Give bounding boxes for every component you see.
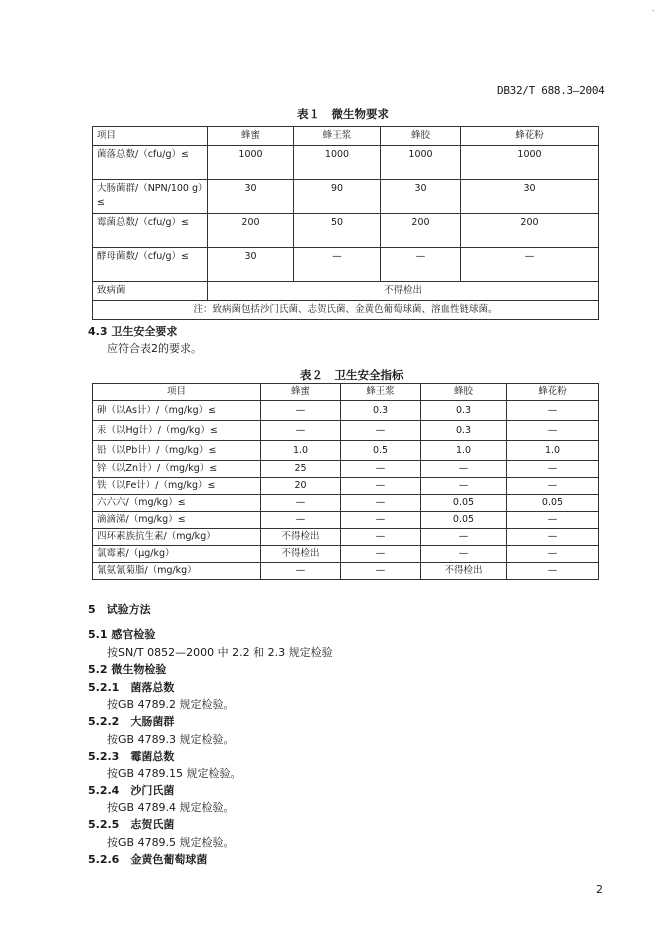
section-heading: 5.2 微生物检验 xyxy=(88,663,167,676)
row-label: 酵母菌数/（cfu/g）≤ xyxy=(93,248,208,282)
table-row xyxy=(93,421,599,441)
cell: — xyxy=(261,421,341,441)
cell: 不得检出 xyxy=(261,529,341,546)
section-body: 按SN/T 0852—2000 中 2.2 和 2.3 规定检验 xyxy=(107,646,333,659)
section-heading: 5.2.1 菌落总数 xyxy=(88,681,175,694)
cell: 不得检出 xyxy=(261,546,341,563)
section-heading: 5.2.2 大肠菌群 xyxy=(88,715,175,728)
cell: — xyxy=(421,529,507,546)
cell: 1000 xyxy=(208,146,294,180)
header-cell: 蜂蜜 xyxy=(261,384,341,401)
cell: 30 xyxy=(208,180,294,214)
cell: — xyxy=(341,563,421,580)
cell: 0.5 xyxy=(341,441,421,461)
cell: 25 xyxy=(261,461,341,478)
cell: — xyxy=(507,461,599,478)
cell: 1.0 xyxy=(507,441,599,461)
section-heading: 4.3 卫生安全要求 xyxy=(88,325,178,338)
cell: — xyxy=(507,529,599,546)
cell: 50 xyxy=(294,214,381,248)
cell: 0.3 xyxy=(421,401,507,421)
header-cell: 蜂王浆 xyxy=(341,384,421,401)
cell: — xyxy=(507,421,599,441)
cell: — xyxy=(341,461,421,478)
cell: 0.3 xyxy=(341,401,421,421)
cell: 1.0 xyxy=(261,441,341,461)
cell: 0.05 xyxy=(507,495,599,512)
table-row xyxy=(93,441,599,461)
section-body: 按GB 4789.2 规定检验。 xyxy=(107,698,235,711)
row-label: 铁（以Fe计）/（mg/kg）≤ xyxy=(93,478,261,495)
header-cell: 蜂蜜 xyxy=(208,127,294,146)
table-row xyxy=(93,478,599,495)
section-heading: 5 试验方法 xyxy=(88,603,151,616)
cell: 1000 xyxy=(381,146,461,180)
cell: 不得检出 xyxy=(421,563,507,580)
cell: — xyxy=(381,248,461,282)
row-label: 六六六/（mg/kg）≤ xyxy=(93,495,261,512)
cell: 200 xyxy=(461,214,599,248)
section-heading: 5.2.4 沙门氏菌 xyxy=(88,784,175,797)
table-header-row xyxy=(93,384,599,401)
table-note-row xyxy=(93,301,599,320)
cell: 0.05 xyxy=(421,512,507,529)
header-cell: 项目 xyxy=(93,127,208,146)
cell: — xyxy=(261,512,341,529)
table-row xyxy=(93,214,599,248)
table-row xyxy=(93,495,599,512)
row-label: 菌落总数/（cfu/g）≤ xyxy=(93,146,208,180)
cell: — xyxy=(341,546,421,563)
cell: — xyxy=(461,248,599,282)
cell: — xyxy=(507,563,599,580)
cell: 0.05 xyxy=(421,495,507,512)
cell: — xyxy=(261,563,341,580)
header-cell: 蜂花粉 xyxy=(507,384,599,401)
table-header-row xyxy=(93,127,599,146)
cell: — xyxy=(507,512,599,529)
cell: — xyxy=(421,546,507,563)
cell: 200 xyxy=(381,214,461,248)
table-row xyxy=(93,461,599,478)
row-label: 大肠菌群/（NPN/100 g）≤ xyxy=(93,180,208,214)
header-cell: 蜂花粉 xyxy=(461,127,599,146)
cell: 20 xyxy=(261,478,341,495)
cell: — xyxy=(341,529,421,546)
header-cell: 蜂王浆 xyxy=(294,127,381,146)
section-heading: 5.2.5 志贺氏菌 xyxy=(88,818,175,831)
row-label: 砷（以As计）/（mg/kg）≤ xyxy=(93,401,261,421)
cell: — xyxy=(341,421,421,441)
section-heading: 5.1 感官检验 xyxy=(88,628,156,641)
cell: 30 xyxy=(461,180,599,214)
table-row xyxy=(93,546,599,563)
section-body: 按GB 4789.15 规定检验。 xyxy=(107,767,242,780)
cell: 0.3 xyxy=(421,421,507,441)
header-cell: 项目 xyxy=(93,384,261,401)
corner-mark: - xyxy=(652,6,655,15)
table1-caption: 表１ 微生物要求 xyxy=(297,107,389,121)
row-label: 霉菌总数/（cfu/g）≤ xyxy=(93,214,208,248)
cell: — xyxy=(421,461,507,478)
row-label: 四环素族抗生素/（mg/kg） xyxy=(93,529,261,546)
cell: — xyxy=(341,512,421,529)
cell: — xyxy=(261,495,341,512)
cell: 1000 xyxy=(294,146,381,180)
table2-caption: 表２ 卫生安全指标 xyxy=(300,368,404,382)
section-body: 按GB 4789.4 规定检验。 xyxy=(107,801,235,814)
row-label: 氰氨氰菊脂/（mg/kg） xyxy=(93,563,261,580)
cell: — xyxy=(261,401,341,421)
section-heading: 5.2.6 金黄色葡萄球菌 xyxy=(88,853,208,866)
row-label: 氯霉素/（μg/kg） xyxy=(93,546,261,563)
cell: 200 xyxy=(208,214,294,248)
table-row xyxy=(93,401,599,421)
cell: — xyxy=(421,478,507,495)
row-label: 汞（以Hg计）/（mg/kg）≤ xyxy=(93,421,261,441)
cell: 30 xyxy=(381,180,461,214)
cell: 不得检出 xyxy=(208,282,599,301)
cell: — xyxy=(294,248,381,282)
table-row xyxy=(93,282,599,301)
header-cell: 蜂胶 xyxy=(381,127,461,146)
section-body: 按GB 4789.3 规定检验。 xyxy=(107,733,235,746)
table-row xyxy=(93,512,599,529)
page-number: 2 xyxy=(596,883,603,896)
header-cell: 蜂胶 xyxy=(421,384,507,401)
cell: — xyxy=(341,478,421,495)
row-label: 致病菌 xyxy=(93,282,208,301)
cell: 1.0 xyxy=(421,441,507,461)
table-note: 注：致病菌包括沙门氏菌、志贺氏菌、金黄色葡萄球菌、溶血性链球菌。 xyxy=(93,301,599,320)
row-label: 铅（以Pb计）/（mg/kg）≤ xyxy=(93,441,261,461)
section-body: 按GB 4789.5 规定检验。 xyxy=(107,836,235,849)
table-row xyxy=(93,180,599,214)
section-heading: 5.2.3 霉菌总数 xyxy=(88,750,175,763)
cell: — xyxy=(507,546,599,563)
cell: — xyxy=(507,478,599,495)
table-row xyxy=(93,248,599,282)
table-row xyxy=(93,563,599,580)
microbial-requirements-table xyxy=(92,126,599,320)
cell: — xyxy=(507,401,599,421)
section-body: 应符合表2的要求。 xyxy=(107,342,202,355)
row-label: 滴滴涕/（mg/kg）≤ xyxy=(93,512,261,529)
cell: 1000 xyxy=(461,146,599,180)
table-row xyxy=(93,146,599,180)
row-label: 锌（以Zn计）/（mg/kg）≤ xyxy=(93,461,261,478)
document-code: DB32/T 688.3—2004 xyxy=(497,84,605,97)
table-row xyxy=(93,529,599,546)
hygiene-safety-table xyxy=(92,383,599,580)
cell: 30 xyxy=(208,248,294,282)
cell: — xyxy=(341,495,421,512)
cell: 90 xyxy=(294,180,381,214)
